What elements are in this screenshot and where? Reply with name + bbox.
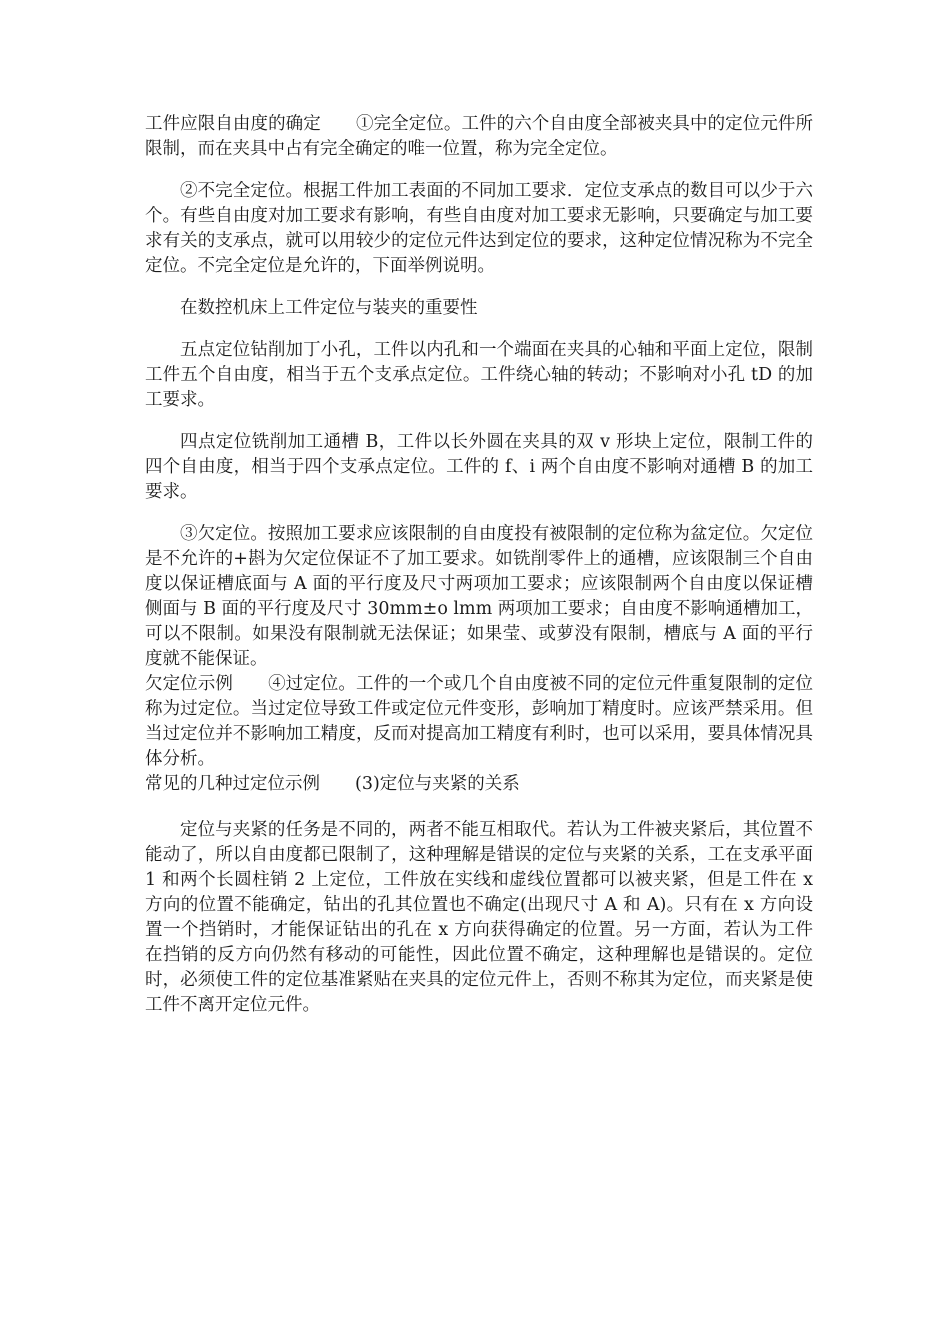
document-page [145, 112, 819, 1018]
paragraph-under-positioning: ③欠定位。按照加工要求应该限制的自由度投有被限制的定位称为盆定位。欠定位是不允许的+斟为欠定位保证不了加工要求。如铣削零件上的通槽，应该限制三个自由度以保证槽底面与 A 面的平行度及尺寸两项加工要求；应该限制两个自由度以保证槽侧面与 B 面的平行度及尺寸 30mm±o lmm 两项加工要求；自由度不影响通槽加工，可以不限制。如果没有限制就无法保证；如果莹、或萝没有限制，槽底与 A 面的平行度就不能保证。 [145, 524, 813, 669]
paragraph-over-positioning-examples: 常见的几种过定位示例 (3)定位与夹紧的关系 [145, 774, 520, 794]
paragraph-five-point-positioning: 五点定位钻削加丁小孔，工件以内孔和一个端面在夹具的心轴和平面上定位，限制工件五个自由度，相当于五个支承点定位。工件绕心轴的转动；不影响对小孔 tD 的加工要求。 [145, 340, 813, 410]
paragraph-over-positioning: 欠定位示例 ④过定位。工件的一个或几个自由度被不同的定位元件重复限制的定位称为过定位。当过定位导致工件或定位元件变形，彭响加丁精度时。应该严禁采用。但当过定位并不影响加工精度，反而对提高加工精度有利时，也可以采用，要具体情况具体分析。 [145, 674, 813, 769]
paragraph-four-point-positioning: 四点定位铣削加工通槽 B，工件以长外圆在夹具的双 v 形块上定位，限制工件的四个自由度，相当于四个支承点定位。工件的 f、i 两个自由度不影响对通槽 B 的加工要求。 [145, 432, 813, 502]
paragraph-positioning-clamping: 定位与夹紧的任务是不同的，两者不能互相取代。若认为工件被夹紧后，其位置不能动了，所以自由度都已限制了，这种理解是错误的定位与夹紧的关系，工在支承平面 1 和两个长圆柱销 2 上定位，工件放在实线和虚线位置都可以被夹紧，但是工件在 x 方向的位置不能确定，钻出的孔其位置也不确定(出现尺寸 A 和 A)。只有在 x 方向设置一个挡销时，才能保证钻出的孔在 x 方向获得确定的位置。另一方面，若认为工件在挡销的反方向仍然有移动的可能性，因此位置不确定，这种理解也是错误的。定位时，必须使工件的定位基准紧贴在夹具的定位元件上，否则不称其为定位，而夹紧是使工件不离开定位元件。 [145, 820, 819, 1015]
paragraph-incomplete-positioning: ②不完全定位。根据工件加工表面的不同加工要求．定位支承点的数目可以少于六个。有些自由度对加工要求有影响，有些自由度对加工要求无影响，只要确定与加工要求有关的支承点，就可以用较少的定位元件达到定位的要求，这种定位情况称为不完全定位。不完全定位是允许的，下面举例说明。 [145, 181, 813, 276]
paragraph-heading-importance: 在数控机床上工件定位与装夹的重要性 [180, 298, 478, 318]
paragraph-complete-positioning: 工件应限自由度的确定 ①完全定位。工件的六个自由度全部被夹具中的定位元件所限制，而在夹具中占有完全确定的唯一位置，称为完全定位。 [145, 114, 813, 159]
